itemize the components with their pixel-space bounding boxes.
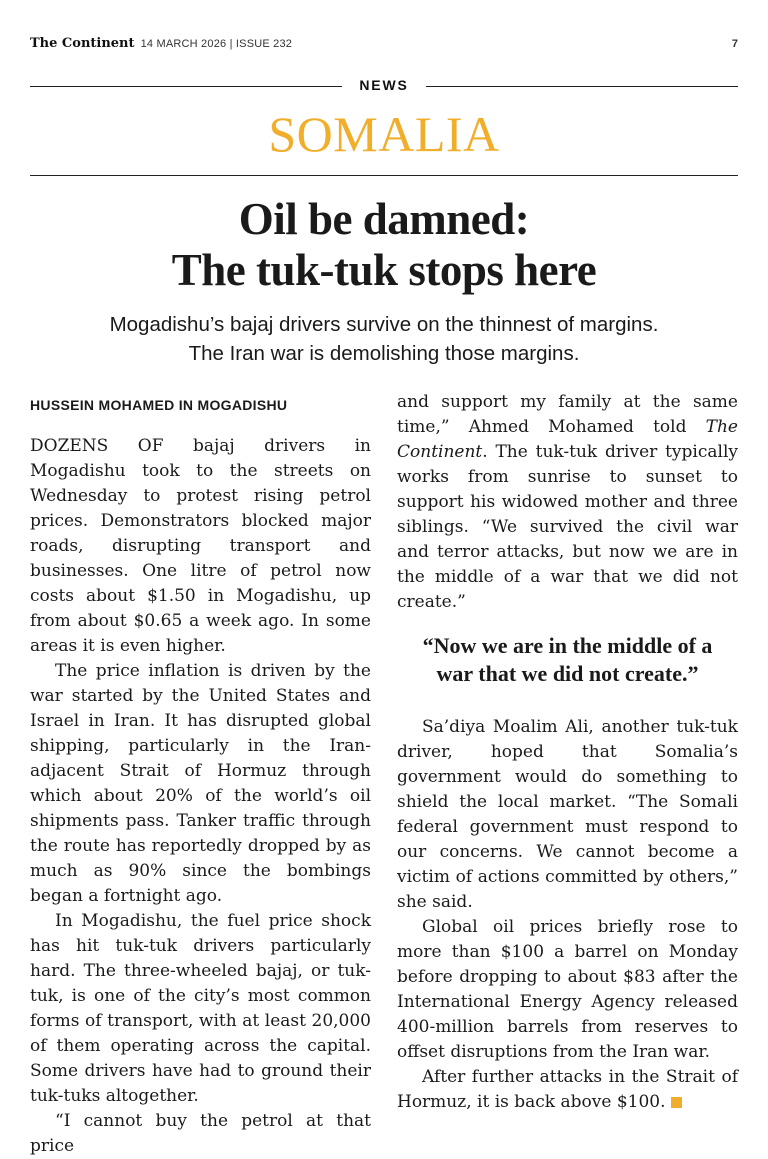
divider: [30, 175, 738, 176]
standfirst-line-1: Mogadishu’s bajaj drivers survive on the thinnest of margins.: [109, 313, 659, 336]
country-title: SOMALIA: [268, 106, 500, 162]
paragraph-text: and support my family at the same time,” Ahmed Mohamed told: [397, 392, 738, 437]
paragraph: Sa’diya Moalim Ali, another tuk-tuk driver, hoped that Somalia’s government would do something to shield the local market. “The Somali federal government must respond to our concerns. We cannot become a victim of actions committed by others,” she said.: [397, 717, 738, 912]
page-number: 7: [731, 38, 738, 50]
paragraph: [397, 390, 738, 615]
paragraph-text: . The tuk-tuk driver typically works from sunrise to sunset to support his widowed mother and three siblings. “We survived the civil war and terror attacks, but now we are in the middle of a war that we did not create.”: [397, 442, 738, 612]
section-label: NEWS: [359, 77, 409, 93]
paragraph: “I cannot buy the petrol at that price: [30, 1111, 371, 1156]
paragraph: DOZENS OF bajaj drivers in Mogadishu took to the streets on Wednesday to protest rising petrol prices. Demonstrators blocked major roads, disrupting transport and businesses. One litre of petrol now costs about $1.50 in Mogadishu, up from about $0.65 a week ago. In some areas it is even higher.: [30, 436, 371, 656]
publication-ref: The Continent: [397, 417, 738, 462]
end-of-article-icon: [671, 1097, 682, 1108]
publication-name: The Continent: [30, 36, 135, 51]
issue-meta: 14 MARCH 2026 | ISSUE 232: [140, 38, 293, 50]
headline: [0, 194, 768, 296]
standfirst-line-2: The Iran war is demolishing those margins.: [188, 342, 580, 365]
section-header: [30, 76, 738, 96]
pull-quote: “Now we are in the middle of a war that we did not create.”: [422, 633, 713, 686]
paragraph: [397, 1065, 738, 1115]
headline-line-1: Oil be damned:: [238, 194, 530, 244]
byline: HUSSEIN MOHAMED IN MOGADISHU: [30, 397, 288, 413]
paragraph: The price inflation is driven by the war started by the United States and Israel in Iran. It has disrupted global shipping, particularly in the Iran-adjacent Strait of Hormuz through which about 20% of the world’s oil shipments pass. Tanker traffic through the route has reportedly dropped by as much as 90% since the bombings began a fortnight ago.: [30, 661, 371, 906]
divider-right: [426, 86, 738, 87]
article-column-left: [30, 390, 371, 1159]
paragraph: In Mogadishu, the fuel price shock has hit tuk-tuk drivers particularly hard. The three-wheeled bajaj, or tuk-tuk, is one of the city’s most common forms of transport, with at least 20,000 of them operating across the capital. Some drivers have had to ground their tuk-tuks altogether.: [30, 911, 371, 1106]
masthead: [30, 36, 738, 54]
paragraph: Global oil prices briefly rose to more than $100 a barrel on Monday before dropping to about $83 after the International Energy Agency released 400-million barrels from reserves to offset disruptions from the Iran war.: [397, 917, 738, 1062]
headline-line-2: The tuk-tuk stops here: [171, 245, 597, 295]
standfirst: [30, 310, 738, 368]
article-column-right: [397, 390, 738, 1115]
paragraph-text: After further attacks in the Strait of Hormuz, it is back above $100.: [397, 1067, 738, 1112]
